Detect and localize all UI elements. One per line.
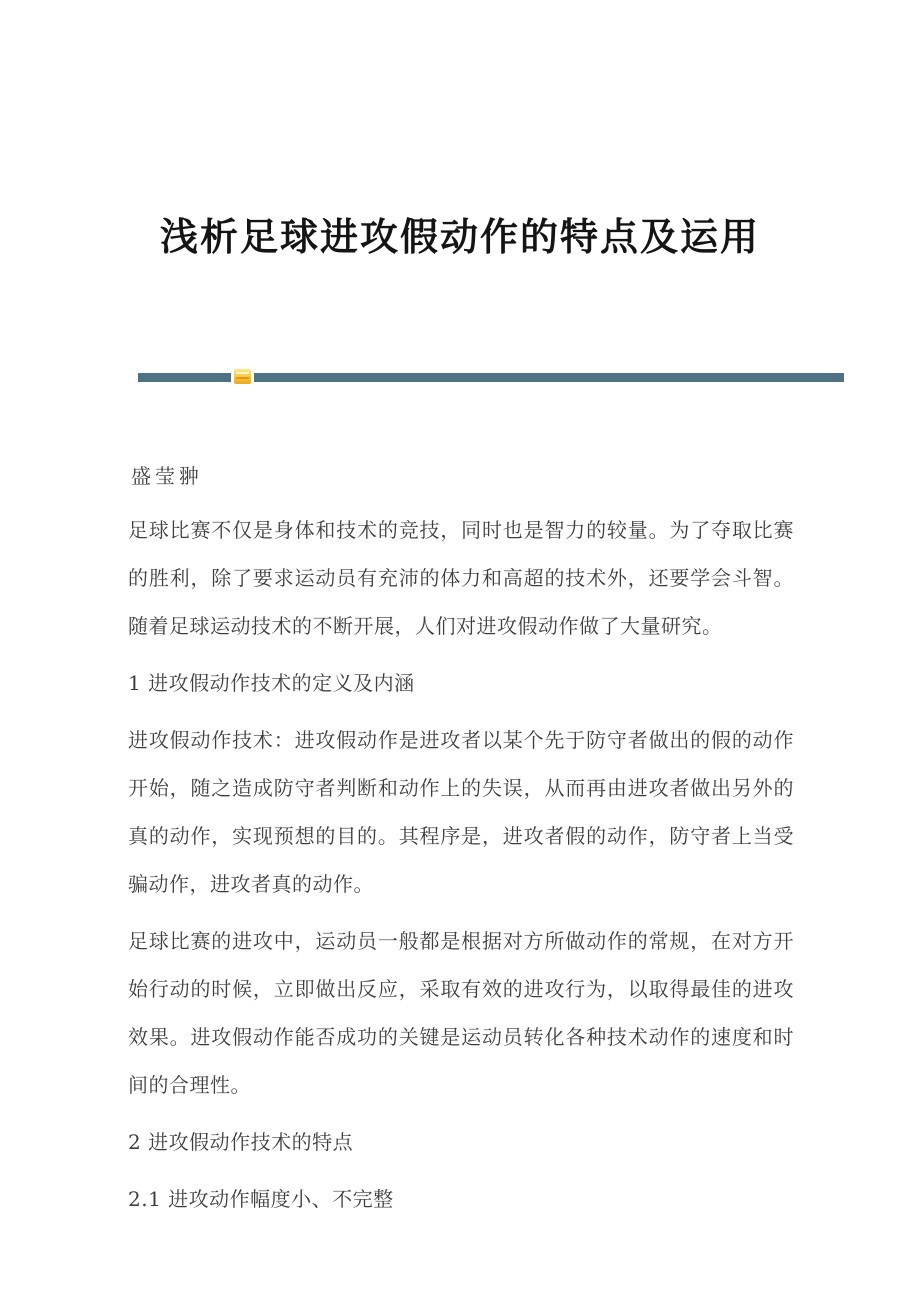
article-title: 浅析足球进攻假动作的特点及运用 [159, 214, 760, 259]
section-divider [138, 373, 844, 382]
paragraph: 足球比赛的进攻中，运动员一般都是根据对方所做动作的常规，在对方开始行动的时候，立即做出反应，采取有效的进攻行为，以取得最佳的进攻效果。进攻假动作能否成功的关键是运动员转化各种技术动作的速度和时间的合理性。 [128, 929, 794, 1097]
author-name: 盛莹翀 [131, 464, 203, 488]
subsection-heading: 2.1 进攻动作幅度小、不完整 [128, 1187, 394, 1211]
paragraph: 进攻假动作技术：进攻假动作是进攻者以某个先于防守者做出的假的动作开始，随之造成防守者判断和动作上的失误，从而再由进攻者做出另外的真的动作，实现预想的目的。其程序是，进攻者假的动作，防守者上当受骗动作，进攻者真的动作。 [128, 728, 794, 896]
article-body [128, 506, 794, 1232]
section-heading: 1 进攻假动作技术的定义及内涵 [128, 671, 415, 695]
paragraph: 足球比赛不仅是身体和技术的竞技，同时也是智力的较量。为了夺取比赛的胜利，除了要求运动员有充沛的体力和高超的技术外，还要学会斗智。随着足球运动技术的不断开展，人们对进攻假动作做了大量研究。 [128, 518, 794, 638]
section-heading: 2 进攻假动作技术的特点 [128, 1130, 354, 1154]
envelope-icon [234, 369, 251, 384]
